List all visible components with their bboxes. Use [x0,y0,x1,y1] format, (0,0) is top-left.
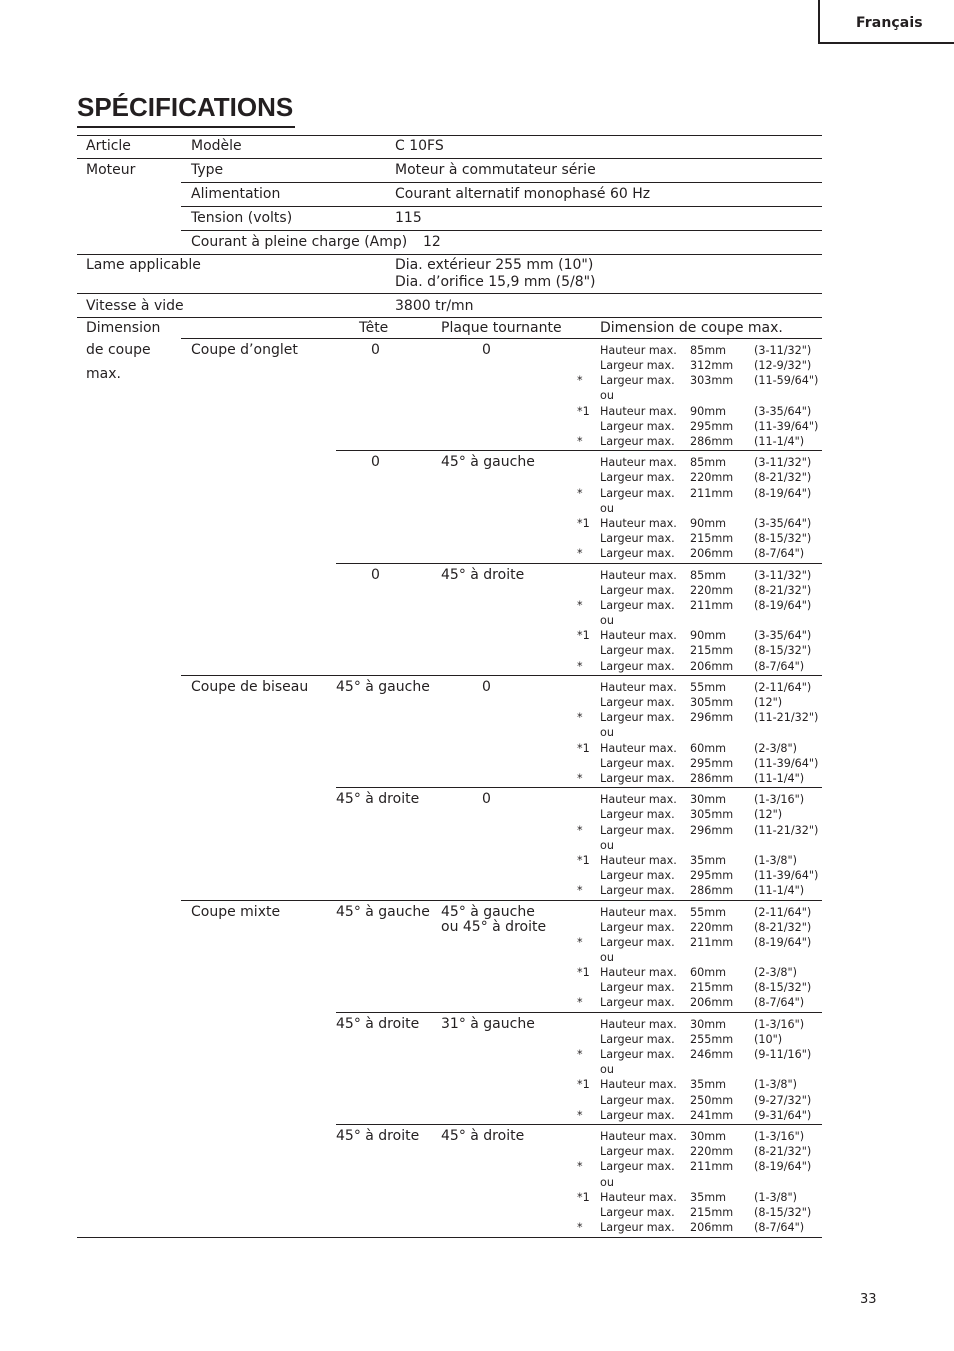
row-rule [77,293,822,294]
footnote-mark: * [577,659,583,673]
dimension-inch: (8-21/32") [754,1145,812,1159]
dimension-mm: 211mm [690,1160,734,1174]
dimension-mm: 295mm [690,868,734,882]
dimension-inch: (8-15/32") [754,644,812,658]
dimension-line-label: Hauteur max. [600,1078,677,1092]
dimension-inch: (8-21/32") [754,471,812,485]
dimension-inch: (11-1/4") [754,434,805,448]
dimension-inch: (9-27/32") [754,1093,812,1107]
dimension-mm: 296mm [690,823,734,837]
footnote-mark: * [577,547,583,561]
dimension-inch: (8-7/64") [754,547,805,561]
dimension-line-label: Hauteur max. [600,853,677,867]
table-angle: 0 [482,791,491,808]
dimension-line-label: Largeur max. [600,1093,675,1107]
row-rule [77,158,822,159]
row-value: 12 [423,234,441,250]
row-rule [77,317,822,318]
footnote-mark: * [577,374,583,388]
dimension-inch: (11-21/32") [754,711,819,725]
dimension-mm: 60mm [690,966,727,980]
dimension-inch: (8-15/32") [754,981,812,995]
dimension-inch: (8-15/32") [754,1205,812,1219]
dimension-inch: (8-19/64") [754,935,812,949]
dimension-line-label: Hauteur max. [600,516,677,530]
dimension-line-label: Hauteur max. [600,966,677,980]
row-rule [77,254,822,255]
dimension-label: de coupe [86,342,151,358]
dimension-inch: (3-35/64") [754,629,812,643]
dimension-mm: 295mm [690,756,734,770]
footnote-mark: *1 [577,966,590,980]
dimension-mm: 286mm [690,771,734,785]
dimension-line-label: Hauteur max. [600,1130,677,1144]
footnote-mark: * [577,996,583,1010]
dimension-mm: 55mm [690,905,727,919]
head-angle: 45° à droite [336,1128,420,1145]
dimension-mm: 303mm [690,374,734,388]
dimension-mm: 246mm [690,1048,734,1062]
dimension-line-label: Largeur max. [600,808,675,822]
dimension-mm: 215mm [690,981,734,995]
footnote-mark: *1 [577,1078,590,1092]
header-rule [181,338,822,339]
dimension-line-label: Hauteur max. [600,568,677,582]
row-value: 115 [395,210,422,226]
dimension-inch: (8-15/32") [754,532,812,546]
dimension-line-label: Largeur max. [600,659,675,673]
dimension-mm: 312mm [690,359,734,373]
dimension-line-label: Largeur max. [600,711,675,725]
row-sublabel: Modèle [191,138,242,154]
dimension-mm: 215mm [690,532,734,546]
dimension-line-label: Largeur max. [600,996,675,1010]
group-rule [181,675,822,676]
language-label: Français [856,15,923,31]
dimension-line-label: Largeur max. [600,884,675,898]
dimension-mm: 85mm [690,344,727,357]
dimension-line-label: Largeur max. [600,1160,675,1174]
footnote-mark: * [577,884,583,898]
dimension-line-label: ou [600,726,614,740]
dimension-inch: (3-35/64") [754,516,812,530]
column-head-plaque: Plaque tournante [441,320,562,336]
dimension-line-label: Largeur max. [600,696,675,710]
dimension-inch: (12-9/32") [754,359,812,373]
dimension-inch: (1-3/16") [754,1017,805,1031]
dimension-inch: (3-35/64") [754,404,812,418]
dimension-mm: 220mm [690,583,734,597]
row-sublabel: Courant à pleine charge (Amp) [191,234,408,250]
group-rule [336,1124,822,1125]
dimension-inch: (12") [754,696,783,710]
dimension-mm: 296mm [690,711,734,725]
dimension-mm: 255mm [690,1032,734,1046]
dimension-line-label: Largeur max. [600,434,675,448]
dimension-line-label: Largeur max. [600,981,675,995]
dimension-line-label: ou [600,950,614,964]
row-rule [181,230,822,231]
dimension-line-label: ou [600,1063,614,1077]
dimension-line-label: Largeur max. [600,920,675,934]
table-angle: 45° à gauche [441,454,535,471]
dimension-mm: 206mm [690,996,734,1010]
dimension-inch: (8-21/32") [754,583,812,597]
dimension-inch: (8-19/64") [754,486,812,500]
dimension-line-label: Largeur max. [600,756,675,770]
footnote-mark: *1 [577,516,590,530]
dimension-inch: (11-1/4") [754,771,805,785]
page-number: 33 [860,1292,877,1307]
table-angle: 45° à droite [441,566,525,583]
blade-value: Dia. d’orifice 15,9 mm (5/8") [395,274,596,290]
group-rule [181,900,822,901]
dimension-line-label: Largeur max. [600,1048,675,1062]
dimension-line-label: Largeur max. [600,1145,675,1159]
cut-category: Coupe d’onglet [191,342,298,358]
dimension-inch: (1-3/16") [754,1130,805,1144]
dimension-line-label: Largeur max. [600,359,675,373]
dimension-mm: 30mm [690,1017,727,1031]
dimension-mm: 35mm [690,1078,727,1092]
dimension-mm: 305mm [690,808,734,822]
dimension-mm: 305mm [690,696,734,710]
footnote-mark: * [577,711,583,725]
dimension-mm: 211mm [690,935,734,949]
dimension-line-label: Largeur max. [600,771,675,785]
dimension-line-label: Hauteur max. [600,793,677,807]
dimension-line-label: Hauteur max. [600,1190,677,1204]
dimension-line-label: ou [600,501,614,515]
dimension-line-label: ou [600,1175,614,1189]
dimension-inch: (10") [754,1032,783,1046]
row-value: Courant alternatif monophasé 60 Hz [395,186,651,202]
footnote-mark: * [577,598,583,612]
dimension-inch: (1-3/8") [754,1078,798,1092]
dimension-inch: (9-11/16") [754,1048,812,1062]
dimension-mm: 211mm [690,486,734,500]
dimension-inch: (11-39/64") [754,419,819,433]
footnote-mark: * [577,771,583,785]
table-angle: 0 [482,678,491,695]
footnote-mark: * [577,1221,583,1234]
head-angle: 0 [371,342,380,358]
footnote-mark: *1 [577,1190,590,1204]
table-bottom-rule [77,1237,822,1238]
dimension-mm: 286mm [690,884,734,898]
row-sublabel: Alimentation [191,186,281,202]
dimension-line-label: Largeur max. [600,868,675,882]
dimension-inch: (8-7/64") [754,1221,805,1234]
dimension-inch: (3-11/32") [754,344,812,357]
dimension-inch: (12") [754,808,783,822]
dimension-line-label: Hauteur max. [600,404,677,418]
dimension-inch: (11-39/64") [754,868,819,882]
dimension-mm: 220mm [690,471,734,485]
dimension-line-label: Largeur max. [600,598,675,612]
dimension-line-label: Largeur max. [600,823,675,837]
dimension-inch: (2-11/64") [754,680,812,694]
head-angle: 45° à droite [336,1015,420,1032]
footnote-mark: * [577,434,583,448]
footnote-mark: *1 [577,404,590,418]
dimension-mm: 90mm [690,516,727,530]
dimension-line-label: Largeur max. [600,1032,675,1046]
table-angle: 0 [482,342,491,358]
group-rule [336,787,822,788]
dimension-line-label: Hauteur max. [600,680,677,694]
dimension-inch: (11-39/64") [754,756,819,770]
dimension-inch: (3-11/32") [754,456,812,470]
footnote-mark: *1 [577,853,590,867]
dimension-inch: (11-21/32") [754,823,819,837]
group-rule [336,1012,822,1013]
footnote-mark: * [577,823,583,837]
row-value: Moteur à commutateur série [395,162,596,178]
column-head-dimension: Dimension de coupe max. [600,320,783,336]
dimension-inch: (8-7/64") [754,659,805,673]
head-angle: 0 [371,454,380,471]
row-label: Moteur [86,162,136,178]
dimension-line-label: Largeur max. [600,1205,675,1219]
table-angle: 45° à gauche [441,903,535,920]
head-angle: 45° à droite [336,791,420,808]
dimension-line-label: Largeur max. [600,486,675,500]
footnote-mark: * [577,935,583,949]
dimension-line-label: Hauteur max. [600,741,677,755]
dimension-inch: (1-3/16") [754,793,805,807]
footnote-mark: * [577,1048,583,1062]
speed-value: 3800 tr/mn [395,298,474,314]
dimension-line-label: Largeur max. [600,547,675,561]
footnote-mark: * [577,1160,583,1174]
dimension-mm: 211mm [690,598,734,612]
table-angle: ou 45° à droite [441,918,547,935]
dimension-mm: 215mm [690,644,734,658]
dimension-inch: (2-3/8") [754,741,798,755]
dimension-mm: 286mm [690,434,734,448]
dimension-inch: (8-21/32") [754,920,812,934]
row-label: Article [86,138,131,154]
dimension-line-label: Hauteur max. [600,1017,677,1031]
dimension-inch: (11-1/4") [754,884,805,898]
head-angle: 45° à gauche [336,903,430,920]
head-angle: 0 [371,566,380,583]
dimension-line-label: ou [600,614,614,628]
dimension-inch: (1-3/8") [754,1190,798,1204]
dimension-mm: 220mm [690,920,734,934]
dimension-line-label: Hauteur max. [600,905,677,919]
dimension-line-label: Hauteur max. [600,456,677,470]
dimension-line-label: Largeur max. [600,583,675,597]
dimension-mm: 206mm [690,547,734,561]
dimension-mm: 60mm [690,741,727,755]
dimension-line-label: Largeur max. [600,1221,675,1234]
blade-label: Lame applicable [86,257,201,273]
dimension-label: max. [86,366,121,382]
dimension-mm: 215mm [690,1205,734,1219]
dimension-mm: 295mm [690,419,734,433]
table-angle: 31° à gauche [441,1015,535,1032]
footnote-mark: * [577,1108,583,1122]
dimension-mm: 35mm [690,853,727,867]
dimension-inch: (8-19/64") [754,1160,812,1174]
dimension-mm: 85mm [690,456,727,470]
dimension-line-label: Largeur max. [600,419,675,433]
dimension-line-label: Largeur max. [600,935,675,949]
speed-label: Vitesse à vide [86,298,184,314]
group-rule [336,450,822,451]
row-rule [181,206,822,207]
footnote-mark: * [577,486,583,500]
dimension-label: Dimension [86,320,161,336]
page-title: SPÉCIFICATIONS [77,90,295,128]
dimension-mm: 90mm [690,404,727,418]
table-top-rule [77,135,822,136]
dimension-line-label: Largeur max. [600,1108,675,1122]
dimension-mm: 250mm [690,1093,734,1107]
table-angle: 45° à droite [441,1128,525,1145]
dimension-inch: (3-11/32") [754,568,812,582]
column-head-tete: Tête [359,320,389,336]
row-sublabel: Type [191,162,224,178]
blade-value: Dia. extérieur 255 mm (10") [395,257,594,273]
dimension-mm: 55mm [690,680,727,694]
dimension-line-label: Largeur max. [600,471,675,485]
dimension-line-label: Largeur max. [600,532,675,546]
dimension-mm: 30mm [690,1130,727,1144]
dimension-mm: 206mm [690,1221,734,1234]
dimension-mm: 220mm [690,1145,734,1159]
group-rule [336,563,822,564]
dimension-inch: (1-3/8") [754,853,798,867]
dimension-mm: 30mm [690,793,727,807]
dimension-mm: 206mm [690,659,734,673]
cut-category: Coupe mixte [191,903,281,920]
dimension-inch: (8-19/64") [754,598,812,612]
head-angle: 45° à gauche [336,678,430,695]
dimension-mm: 35mm [690,1190,727,1204]
row-value: C 10FS [395,138,444,154]
row-rule [181,182,822,183]
dimension-line-label: Largeur max. [600,644,675,658]
footnote-mark: *1 [577,741,590,755]
dimension-line-label: ou [600,838,614,852]
dimension-line-label: ou [600,389,614,403]
footnote-mark: *1 [577,629,590,643]
dimension-inch: (2-11/64") [754,905,812,919]
row-sublabel: Tension (volts) [191,210,293,226]
dimension-line-label: Hauteur max. [600,629,677,643]
cut-category: Coupe de biseau [191,678,309,695]
dimension-mm: 241mm [690,1108,734,1122]
dimension-inch: (2-3/8") [754,966,798,980]
dimension-inch: (11-59/64") [754,374,819,388]
dimension-mm: 85mm [690,568,727,582]
dimension-inch: (9-31/64") [754,1108,812,1122]
dimension-mm: 90mm [690,629,727,643]
dimension-line-label: Largeur max. [600,374,675,388]
dimension-inch: (8-7/64") [754,996,805,1010]
dimension-line-label: Hauteur max. [600,344,677,357]
